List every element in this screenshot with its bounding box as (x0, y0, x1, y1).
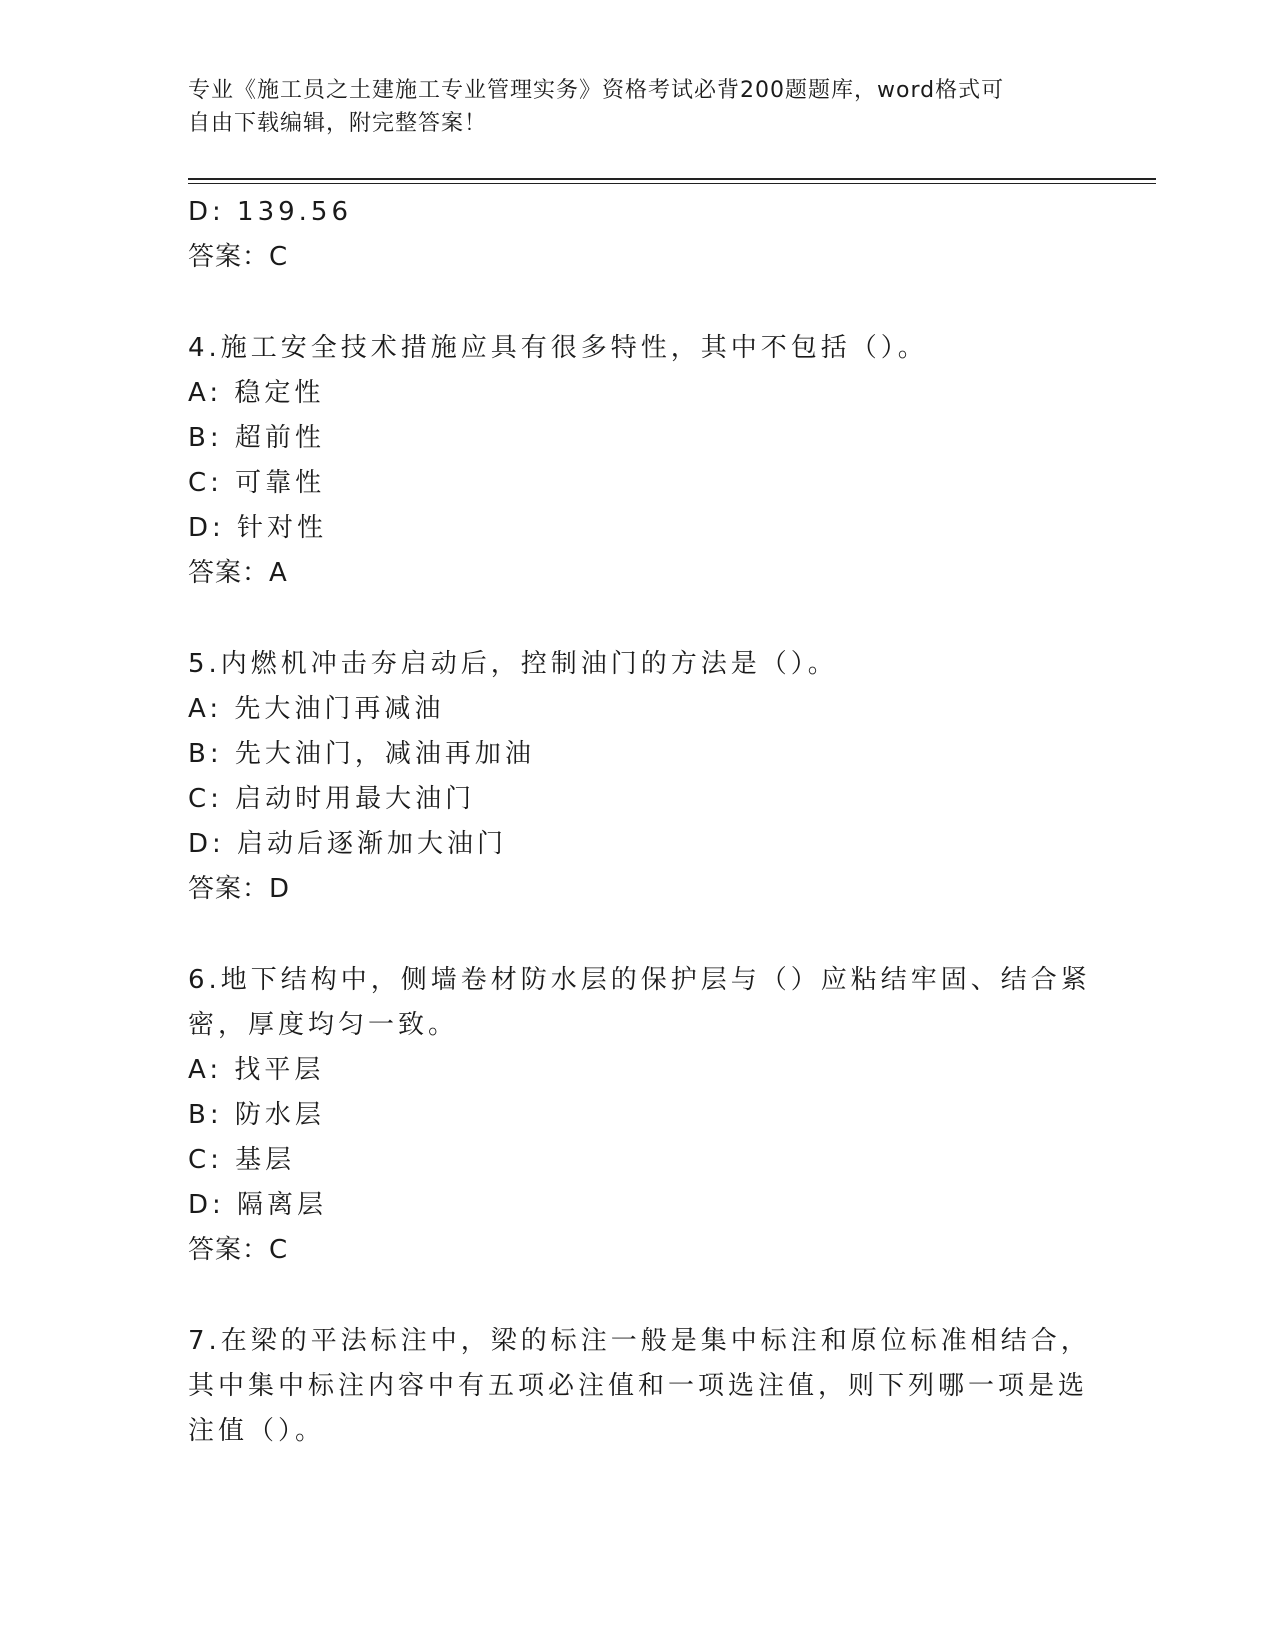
question-7 (188, 1319, 1091, 1454)
option-a: A: 找平层 (188, 1055, 325, 1085)
option-c: C: 可靠性 (188, 468, 326, 498)
option-b: B: 超前性 (188, 423, 325, 453)
option-a: A: 稳定性 (188, 378, 325, 408)
option-d: D: 隔离层 (188, 1190, 328, 1220)
question-5 (188, 642, 1088, 912)
answer: 答案：D (188, 874, 291, 904)
question-content (188, 190, 1091, 1454)
question-stem: 5.内燃机冲击夯启动后，控制油门的方法是（）。 (188, 649, 838, 679)
document-header (188, 74, 1068, 140)
question-stem: 6.地下结构中，侧墙卷材防水层的保护层与（）应粘结牢固、结合紧 (188, 965, 1091, 995)
option-d: D: 启动后逐渐加大油门 (188, 829, 508, 859)
question-6 (188, 958, 1091, 1273)
option-a: A: 先大油门再减油 (188, 694, 445, 724)
answer: 答案：C (188, 242, 289, 272)
question-stem-continued: 其中集中标注内容中有五项必注值和一项选注值，则下列哪一项是选 (188, 1371, 1089, 1401)
option-b: B: 防水层 (188, 1100, 325, 1130)
question-stem: 7.在梁的平法标注中，梁的标注一般是集中标注和原位标准相结合， (188, 1326, 1091, 1356)
question-stem-continued: 密，厚度均匀一致。 (188, 1010, 459, 1040)
answer: 答案：A (188, 558, 288, 588)
option-d: D: 139.56 (188, 197, 353, 227)
option-c: C: 启动时用最大油门 (188, 784, 476, 814)
option-b: B: 先大油门，减油再加油 (188, 739, 535, 769)
question-4 (188, 326, 1088, 596)
header-line-2: 自由下载编辑，附完整答案！ (188, 111, 488, 136)
answer: 答案：C (188, 1235, 289, 1265)
header-rule-thin (188, 183, 1156, 184)
option-c: C: 基层 (188, 1145, 296, 1175)
header-line-1: 专业《施工员之土建施工专业管理实务》资格考试必背200题题库，word格式可 (188, 78, 1005, 103)
question-stem: 4.施工安全技术措施应具有很多特性，其中不包括（）。 (188, 333, 928, 363)
header-rule-thick (188, 178, 1156, 180)
question-stem-continued: 注值（）。 (188, 1416, 326, 1446)
option-d: D: 针对性 (188, 513, 328, 543)
